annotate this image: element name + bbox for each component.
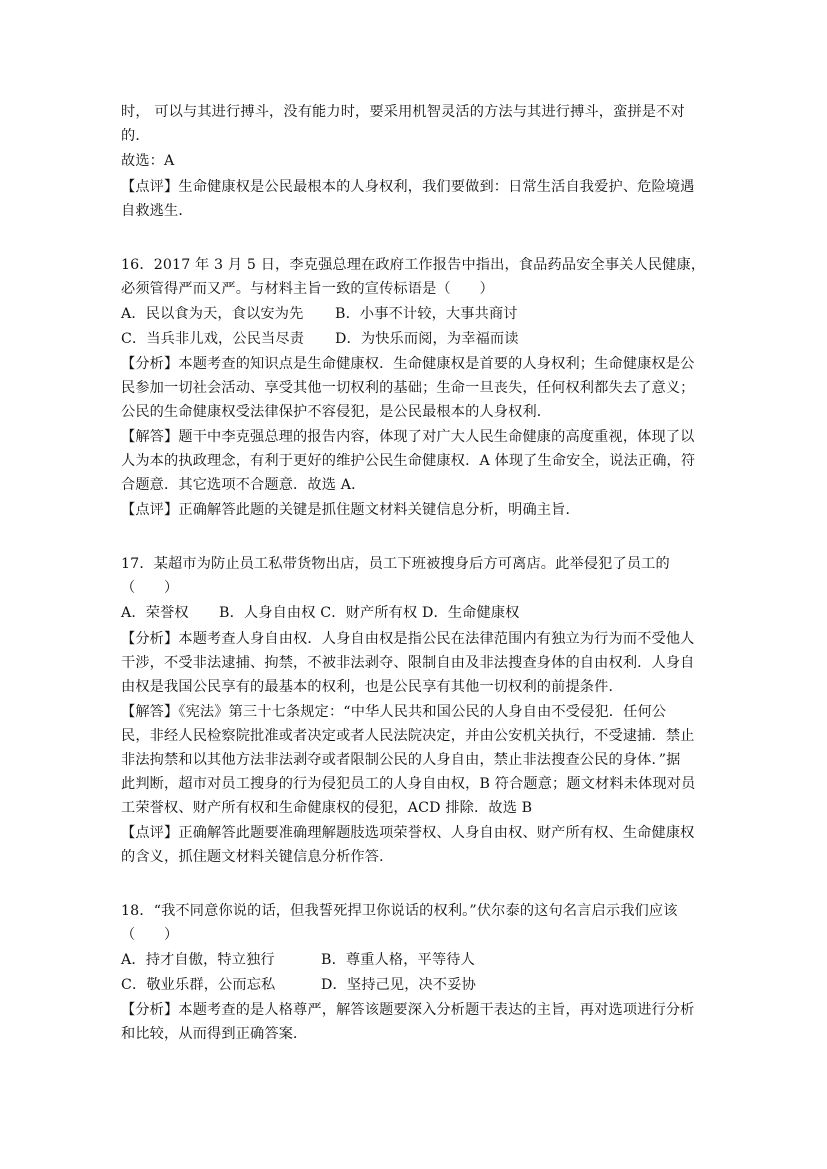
question-16-stem: 16．2017 年 3 月 5 日，李克强总理在政府工作报告中指出，食品药品安全事关人民健康， [121, 257, 706, 273]
solution-line: 合题意．其它选项不合题意．故选 A． [121, 477, 366, 493]
solution-line: 人为本的执政理念，有利于更好的维护公民生命健康权．A 体现了生命安全，说法正确，符 [121, 453, 696, 469]
option-d: D．坚持己见，决不妥协 [321, 977, 476, 993]
solution-line: 工荣誉权、财产所有权和生命健康权的侵犯，ACD 排除．故选 B [121, 800, 533, 816]
analysis-line: 【分析】本题考查人身自由权．人身自由权是指公民在法律范围内有独立为行为而不受他人 [121, 631, 695, 647]
question-18-stem: 18．“我不同意你说的话，但我誓死捍卫你说话的权利。”伏尔泰的这句名言启示我们应该 [121, 903, 678, 919]
text-line: 时， 可以与其进行搏斗，没有能力时，要采用机智灵活的方法与其进行搏斗，蛮拼是不对 [121, 104, 685, 120]
solution-line: 非法拘禁和以其他方法非法剥夺或者限制公民的人身自由，禁止非法搜查公民的身体．”据 [121, 752, 681, 768]
comment-line: 【点评】正确解答此题的关键是抓住题文材料关键信息分析，明确主旨． [121, 502, 580, 518]
comment-line: 【点评】生命健康权是公民最根本的人身权利，我们要做到：日常生活自我爱护、危险境遇 [121, 179, 695, 195]
solution-line: 此判断，超市对员工搜身的行为侵犯员工的人身自由权，B 符合题意；题文材料未体现对员 [121, 776, 696, 792]
comment-line: 的含义，抓住题文材料关键信息分析作答． [121, 849, 394, 865]
text-line: 的． [121, 128, 150, 144]
question-18-stem: （ ） [121, 927, 179, 943]
question-17-stem: 17．某超市为防止员工私带货物出店，员工下班被搜身后方可离店。此举侵犯了员工的 [121, 556, 670, 572]
text-line: 自救逃生． [121, 203, 193, 219]
analysis-line: 由权是我国公民享有的最基本的权利，也是公民享有其他一切权利的前提条件． [121, 679, 623, 695]
answer-line: 故选：A [121, 153, 175, 169]
analysis-line: 干涉，不受非法逮捕、拘禁，不被非法剥夺、限制自由及非法搜查身体的自由权利．人身自 [121, 655, 695, 671]
option-c: C．敬业乐群，公而忘私 [121, 977, 276, 993]
analysis-line: 民参加一切社会活动、享受其他一切权利的基础；生命一旦丧失，任何权利都失去了意义； [121, 380, 695, 396]
analysis-line: 【分析】本题考查的知识点是生命健康权．生命健康权是首要的人身权利；生命健康权是公 [121, 356, 695, 372]
option-b: B．尊重人格，平等待人 [321, 952, 475, 968]
option-b: B．小事不计较，大事共商讨 [335, 306, 518, 322]
option-d: D．为快乐而阅，为幸福而读 [335, 331, 519, 347]
options-b-c-d: B．人身自由权 C．财产所有权 D．生命健康权 [219, 605, 520, 621]
analysis-line: 【分析】本题考查的是人格尊严，解答该题要深入分析题干表达的主旨，再对选项进行分析 [121, 1002, 695, 1018]
question-17-stem: （ ） [121, 580, 179, 596]
solution-line: 【解答】题干中李克强总理的报告内容，体现了对广大人民生命健康的高度重视，体现了以 [121, 429, 695, 445]
analysis-line: 和比较，从而得到正确答案． [121, 1026, 308, 1042]
option-a: A．持才自傲，特立独行 [121, 952, 275, 968]
question-16-stem: 必须管得严而又严。与材料主旨一致的宣传标语是（ ） [121, 281, 494, 297]
analysis-line: 公民的生命健康权受法律保护不容侵犯，是公民最根本的人身权利． [121, 404, 552, 420]
solution-line: 【解答】《宪法》第三十七条规定：“中华人民共和国公民的人身自由不受侵犯．任何公 [121, 704, 667, 720]
option-c: C．当兵非儿戏，公民当尽责 [121, 331, 305, 347]
comment-line: 【点评】正确解答此题要准确理解题肢选项荣誉权、人身自由权、财产所有权、生命健康权 [121, 825, 695, 841]
solution-line: 民，非经人民检察院批准或者决定或者人民法院决定，并由公安机关执行，不受逮捕．禁止 [121, 728, 695, 744]
option-a: A．荣誉权 [121, 605, 189, 621]
option-a: A．民以食为天，食以安为先 [121, 306, 304, 322]
